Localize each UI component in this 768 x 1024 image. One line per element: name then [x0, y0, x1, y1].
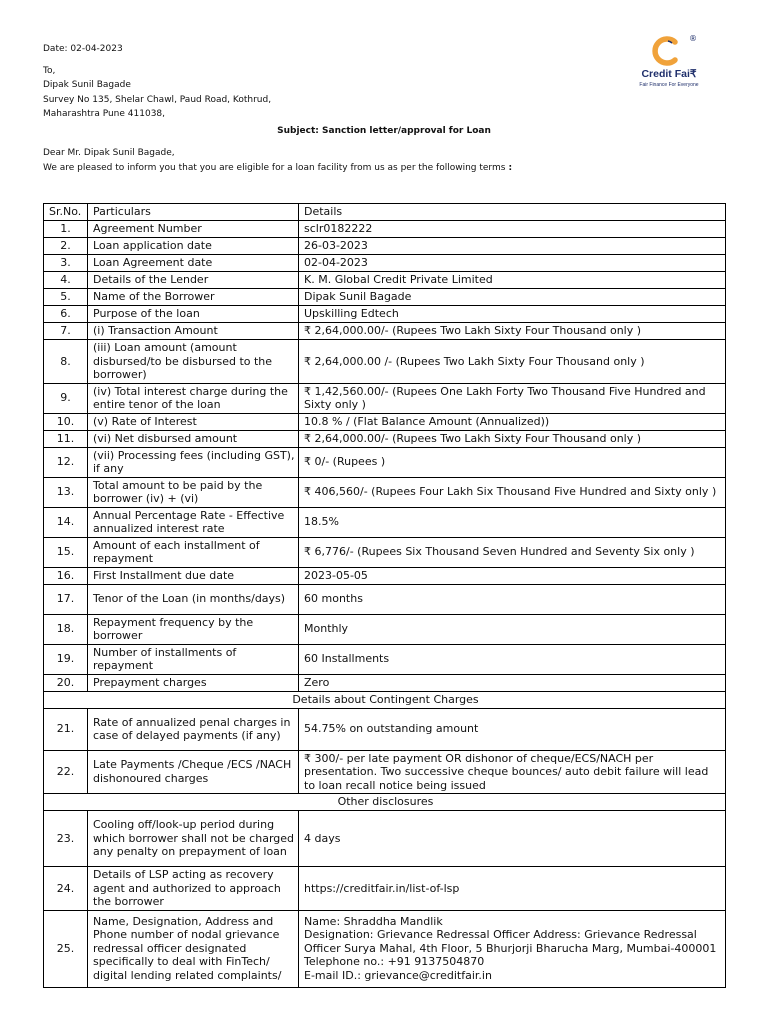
- row-detail: ₹ 0/- (Rupees ): [299, 447, 726, 477]
- row-detail: 2023-05-05: [299, 567, 726, 584]
- officer-designation-address: Designation: Grievance Redressal Officer Address: Grievance Redressal Officer Surya Mahal, 4th Floor, 5 Bhurjorji Bharucha Marg, Mumbai-400001: [304, 928, 717, 955]
- row-detail: 54.75% on outstanding amount: [299, 708, 726, 750]
- intro-colon: :: [505, 162, 513, 173]
- row-detail: 10.8 % / (Flat Balance Amount (Annualized)): [299, 413, 726, 430]
- table-row: [44, 447, 726, 477]
- row-number: 11.: [44, 430, 88, 447]
- row-number: 24.: [44, 867, 88, 911]
- row-particular: (vii) Processing fees (including GST), if any: [88, 447, 299, 477]
- row-detail: sclr0182222: [299, 221, 726, 238]
- row-number: 12.: [44, 447, 88, 477]
- row-number: 22.: [44, 750, 88, 794]
- row-number: 2.: [44, 238, 88, 255]
- table-row: [44, 674, 726, 691]
- table-header-row: [44, 204, 726, 221]
- table-row: [44, 272, 726, 289]
- row-particular: (i) Transaction Amount: [88, 323, 299, 340]
- intro-text: [43, 161, 512, 176]
- row-particular: (v) Rate of Interest: [88, 413, 299, 430]
- greeting-block: [43, 146, 512, 175]
- row-particular: Purpose of the loan: [88, 306, 299, 323]
- section-other-disclosures: Other disclosures: [44, 794, 726, 811]
- row-detail: Dipak Sunil Bagade: [299, 289, 726, 306]
- address-line-1: Survey No 135, Shelar Chawl, Paud Road, Kothrud,: [43, 94, 272, 105]
- row-particular: Details of LSP acting as recovery agent and authorized to approach the borrower: [88, 867, 299, 911]
- officer-name: Name: Shraddha Mandlik: [304, 914, 443, 928]
- row-detail: ₹ 6,776/- (Rupees Six Thousand Seven Hundred and Seventy Six only ): [299, 537, 726, 567]
- to-line: To,: [43, 66, 56, 76]
- salutation: Dear Mr. Dipak Sunil Bagade,: [43, 148, 175, 158]
- table-row: [44, 811, 726, 867]
- header-details: Details: [299, 204, 726, 221]
- row-detail: 26-03-2023: [299, 238, 726, 255]
- header-particulars: Particulars: [88, 204, 299, 221]
- table-row: [44, 289, 726, 306]
- row-particular: First Installment due date: [88, 567, 299, 584]
- table-row: [44, 614, 726, 644]
- section-row: [44, 794, 726, 811]
- table-row: [44, 238, 726, 255]
- row-particular: Name, Designation, Address and Phone number of nodal grievance redressal officer designated specifically to deal with FinTech/ digital lending related complaints/: [88, 910, 299, 987]
- registered-mark: ®: [689, 34, 697, 43]
- table-row: [44, 507, 726, 537]
- table-row: [44, 323, 726, 340]
- table-row: [44, 910, 726, 987]
- row-particular: Loan Agreement date: [88, 255, 299, 272]
- table-row: [44, 306, 726, 323]
- row-number: 16.: [44, 567, 88, 584]
- table-row: [44, 708, 726, 750]
- logo-name: Credit Fai₹: [641, 68, 697, 80]
- loan-terms-table: [43, 203, 726, 988]
- row-particular: Rate of annualized penal charges in case of delayed payments (if any): [88, 708, 299, 750]
- credit-fair-logo: [634, 32, 714, 92]
- row-detail: 60 months: [299, 584, 726, 614]
- row-number: 25.: [44, 910, 88, 987]
- row-number: 4.: [44, 272, 88, 289]
- row-particular: Loan application date: [88, 238, 299, 255]
- row-detail: K. M. Global Credit Private Limited: [299, 272, 726, 289]
- recipient-name: Dipak Sunil Bagade: [43, 80, 131, 91]
- row-particular: (iv) Total interest charge during the entire tenor of the loan: [88, 383, 299, 413]
- table-row: [44, 567, 726, 584]
- row-detail: ₹ 2,64,000.00/- (Rupees Two Lakh Sixty Four Thousand only ): [299, 430, 726, 447]
- row-number: 6.: [44, 306, 88, 323]
- row-number: 21.: [44, 708, 88, 750]
- row-detail: ₹ 2,64,000.00 /- (Rupees Two Lakh Sixty Four Thousand only ): [299, 340, 726, 384]
- row-number: 14.: [44, 507, 88, 537]
- row-particular: Amount of each installment of repayment: [88, 537, 299, 567]
- header-srno: Sr.No.: [44, 204, 88, 221]
- row-particular: Name of the Borrower: [88, 289, 299, 306]
- row-detail: [299, 910, 726, 987]
- table-row: [44, 255, 726, 272]
- section-row: [44, 691, 726, 708]
- table-row: [44, 537, 726, 567]
- row-number: 23.: [44, 811, 88, 867]
- row-detail: ₹ 1,42,560.00/- (Rupees One Lakh Forty Two Thousand Five Hundred and Sixty only ): [299, 383, 726, 413]
- table-row: [44, 750, 726, 794]
- row-particular: Prepayment charges: [88, 674, 299, 691]
- row-detail: 02-04-2023: [299, 255, 726, 272]
- row-particular: Annual Percentage Rate - Effective annualized interest rate: [88, 507, 299, 537]
- row-number: 20.: [44, 674, 88, 691]
- row-detail: ₹ 300/- per late payment OR dishonor of cheque/ECS/NACH per presentation. Two successive cheque bounces/ auto debit failure will lead to loan recall notice being issued: [299, 750, 726, 794]
- row-detail: 18.5%: [299, 507, 726, 537]
- table-row: [44, 413, 726, 430]
- row-particular: (iii) Loan amount (amount disbursed/to be disbursed to the borrower): [88, 340, 299, 384]
- table-row: [44, 383, 726, 413]
- row-number: 7.: [44, 323, 88, 340]
- row-number: 1.: [44, 221, 88, 238]
- logo-tagline: Fair Finance For Everyone: [639, 82, 699, 88]
- row-detail: Upskilling Edtech: [299, 306, 726, 323]
- intro-sentence: We are pleased to inform you that you are eligible for a loan facility from us as per the following terms: [43, 162, 506, 173]
- row-particular: Agreement Number: [88, 221, 299, 238]
- table-row: [44, 340, 726, 384]
- recipient-address: [43, 64, 271, 121]
- section-contingent-charges: Details about Contingent Charges: [44, 691, 726, 708]
- letter-date: Date: 02-04-2023: [43, 44, 123, 54]
- row-detail: 4 days: [299, 811, 726, 867]
- officer-telephone: Telephone no.: +91 9137504870: [304, 955, 485, 969]
- row-number: 9.: [44, 383, 88, 413]
- row-particular: Details of the Lender: [88, 272, 299, 289]
- row-particular: (vi) Net disbursed amount: [88, 430, 299, 447]
- row-number: 8.: [44, 340, 88, 384]
- row-number: 18.: [44, 614, 88, 644]
- row-particular: Number of installments of repayment: [88, 644, 299, 674]
- row-number: 10.: [44, 413, 88, 430]
- row-particular: Tenor of the Loan (in months/days): [88, 584, 299, 614]
- row-number: 5.: [44, 289, 88, 306]
- row-detail: 60 Installments: [299, 644, 726, 674]
- row-number: 15.: [44, 537, 88, 567]
- table-row: [44, 867, 726, 911]
- row-number: 19.: [44, 644, 88, 674]
- table-row: [44, 644, 726, 674]
- row-detail: Monthly: [299, 614, 726, 644]
- table-row: [44, 477, 726, 507]
- officer-email: E-mail ID.: grievance@creditfair.in: [304, 968, 492, 982]
- row-particular: Cooling off/look-up period during which borrower shall not be charged any penalty on prepayment of loan: [88, 811, 299, 867]
- row-number: 17.: [44, 584, 88, 614]
- row-number: 13.: [44, 477, 88, 507]
- row-detail: Zero: [299, 674, 726, 691]
- address-line-2: Maharashtra Pune 411038,: [43, 108, 166, 119]
- table-row: [44, 584, 726, 614]
- row-number: 3.: [44, 255, 88, 272]
- table-row: [44, 221, 726, 238]
- row-particular: Late Payments /Cheque /ECS /NACH dishonoured charges: [88, 750, 299, 794]
- letter-subject: Subject: Sanction letter/approval for Loan: [277, 126, 491, 136]
- row-detail: ₹ 406,560/- (Rupees Four Lakh Six Thousand Five Hundred and Sixty only ): [299, 477, 726, 507]
- row-detail: ₹ 2,64,000.00/- (Rupees Two Lakh Sixty Four Thousand only ): [299, 323, 726, 340]
- row-detail: https://creditfair.in/list-of-lsp: [299, 867, 726, 911]
- row-particular: Repayment frequency by the borrower: [88, 614, 299, 644]
- table-row: [44, 430, 726, 447]
- row-particular: Total amount to be paid by the borrower (iv) + (vi): [88, 477, 299, 507]
